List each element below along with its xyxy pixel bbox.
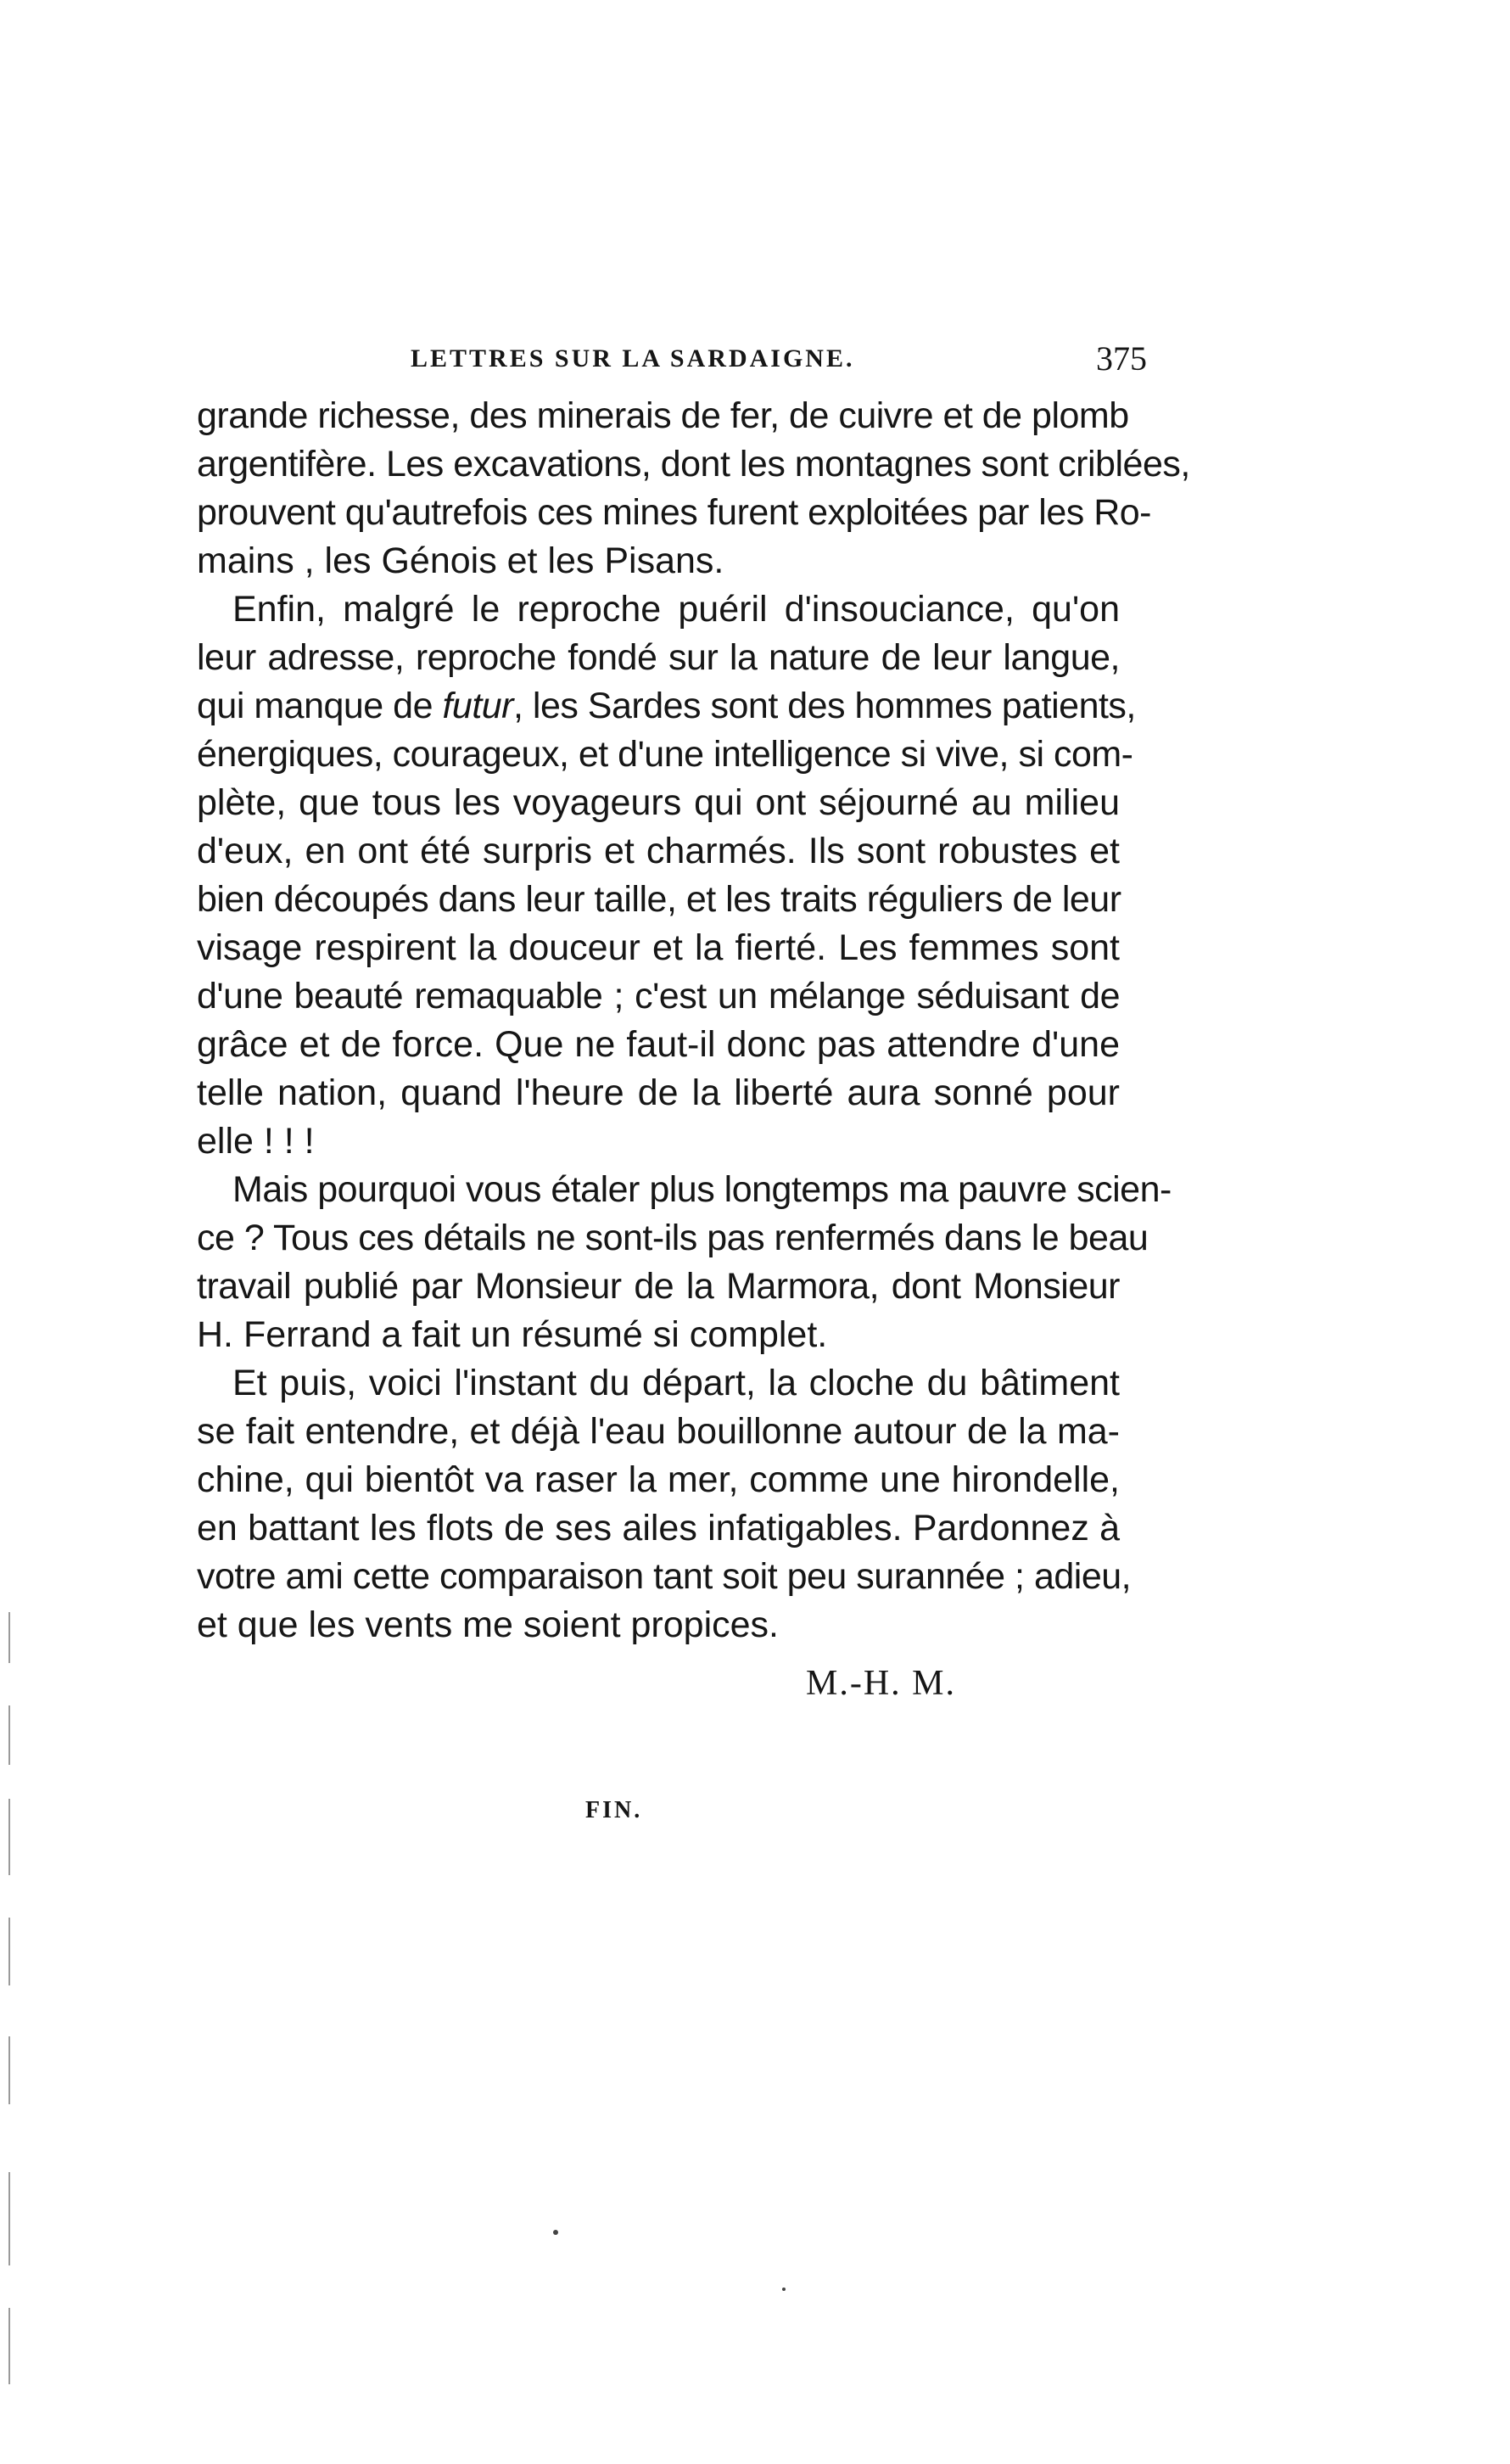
scan-edge-mark: [8, 1799, 10, 1875]
text-line: énergiques, courageux, et d'une intelligence si vive, si com-: [197, 734, 1133, 775]
signature: M.-H. M.: [806, 1664, 957, 1703]
scan-edge-mark: [8, 2308, 10, 2384]
scan-speck: [782, 2288, 786, 2291]
text-line: travail publié par Monsieur de la Marmora, dont Monsieur: [197, 1266, 1120, 1307]
text-line: d'eux, en ont été surpris et charmés. Ils sont robustes et: [197, 831, 1120, 871]
scan-edge-mark: [8, 1612, 10, 1663]
text-line: visage respirent la douceur et la fierté. Les femmes sont: [197, 927, 1120, 968]
text-line: H. Ferrand a fait un résumé si complet.: [197, 1314, 828, 1355]
text-line: Et puis, voici l'instant du départ, la cloche du bâtiment: [232, 1363, 1120, 1403]
text-line: telle nation, quand l'heure de la liberté aura sonné pour: [197, 1072, 1120, 1113]
text-line: chine, qui bientôt va raser la mer, comme une hirondelle,: [197, 1459, 1120, 1500]
text-line: argentifère. Les excavations, dont les montagnes sont criblées,: [197, 444, 1190, 484]
text-line: bien découpés dans leur taille, et les traits réguliers de leur: [197, 879, 1121, 920]
page-number: 375: [1096, 339, 1147, 378]
text-line: en battant les flots de ses ailes infatigables. Pardonnez à: [197, 1508, 1120, 1548]
text-line: elle ! ! !: [197, 1121, 315, 1162]
end-mark: FIN.: [585, 1797, 643, 1823]
text-line: leur adresse, reproche fondé sur la nature de leur langue,: [197, 637, 1120, 678]
text-line: plète, que tous les voyageurs qui ont séjourné au milieu: [197, 782, 1120, 823]
scan-edge-mark: [8, 2036, 10, 2104]
page-header: [197, 335, 1147, 383]
text-line: prouvent qu'autrefois ces mines furent exploitées par les Ro-: [197, 492, 1151, 533]
scan-speck: [553, 2230, 558, 2235]
text-line: votre ami cette comparaison tant soit peu surannée ; adieu,: [197, 1556, 1132, 1597]
text-line: Mais pourquoi vous étaler plus longtemps ma pauvre scien-: [232, 1169, 1172, 1210]
running-title: LETTRES SUR LA SARDAIGNE.: [411, 344, 855, 372]
text-line: d'une beauté remaquable ; c'est un mélange séduisant de: [197, 976, 1120, 1016]
text-line: Enfin, malgré le reproche puéril d'insouciance, qu'on: [232, 589, 1120, 630]
scan-edge-mark: [8, 2172, 10, 2265]
text-line: mains , les Génois et les Pisans.: [197, 540, 724, 581]
text-line: grande richesse, des minerais de fer, de cuivre et de plomb: [197, 395, 1129, 436]
text-line: ce ? Tous ces détails ne sont-ils pas renfermés dans le beau: [197, 1218, 1149, 1258]
text-line: se fait entendre, et déjà l'eau bouillonne autour de la ma-: [197, 1411, 1120, 1452]
text-line: qui manque de futur, les Sardes sont des hommes patients,: [197, 686, 1136, 726]
text-line: grâce et de force. Que ne faut-il donc pas attendre d'une: [197, 1024, 1120, 1065]
body-text: [197, 392, 1190, 1649]
scan-edge-mark: [8, 1918, 10, 1985]
text-line: et que les vents me soient propices.: [197, 1604, 779, 1645]
scan-edge-mark: [8, 1705, 10, 1765]
italic-word: futur: [442, 686, 513, 726]
